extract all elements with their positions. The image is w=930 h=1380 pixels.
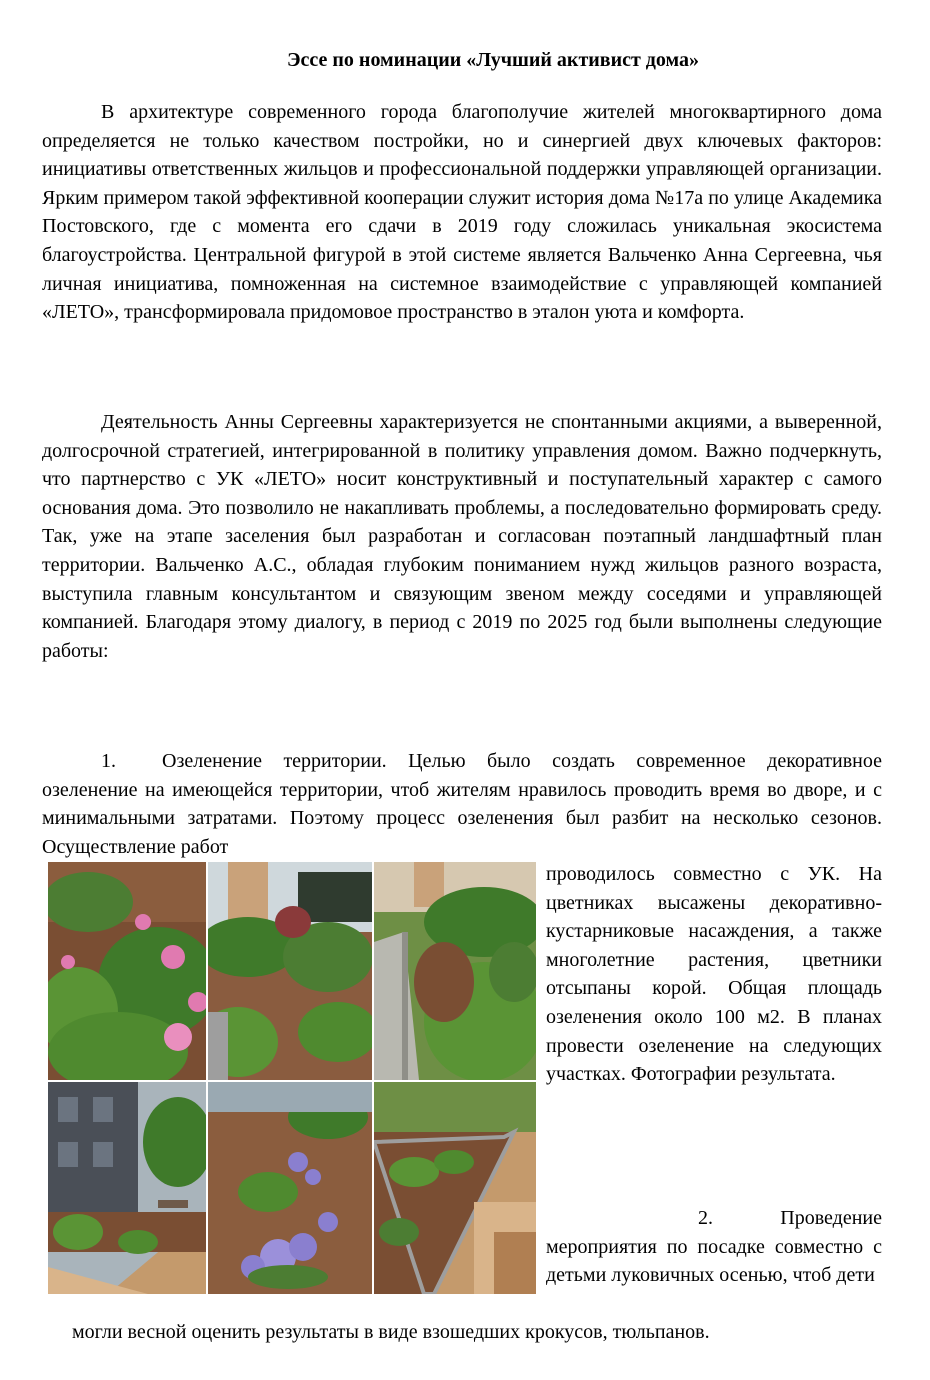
list-item-1-continuation: проводилось совместно с УК. На цветниках высажены декоративно-кустарниковые насаждения, а также многолетние растения, цветники отсыпаны корой. Общая площадь озеленения около 100 м2. В планах провести озеленение на следующих участках. Фотографии результата. bbox=[546, 863, 882, 1086]
list-item-1-number: 1. bbox=[101, 750, 116, 772]
photo-pink-spirea bbox=[48, 862, 206, 1080]
photo-triangle-bed bbox=[374, 1082, 536, 1294]
photo-collage bbox=[48, 862, 536, 1294]
list-item-1 bbox=[42, 747, 882, 861]
photo-shrub-bed bbox=[208, 862, 372, 1080]
list-item-2-continuation: могли весной оценить результаты в виде взошедших крокусов, тюльпанов. bbox=[72, 1321, 710, 1343]
list-item-1-text: Озеленение территории. Целью было создать современное декоративное озеленение на имеющейся территории, чтоб жителям нравилось проводить время во дворе, и с минимальными затратами. Поэтому процесс озеленения был разбит на несколько сезонов. Осуществление работ bbox=[42, 750, 882, 858]
paragraph-activity: Деятельность Анны Сергеевны характеризуется не спонтанными акциями, а выверенной, долгосрочной стратегией, интегрированной в политику управления домом. Важно подчеркнуть, что партнерство с УК «ЛЕТО» носит конструктивный и поступательный характер с самого основания дома. Это позволило не накапливать проблемы, а последовательно формировать среду. Так, уже на этапе заселения был разработан и согласован поэтапный ландшафтный план территории. Вальченко А.С., обладая глубоким пониманием нужд жильцов разного возраста, выступила главным консультантом и связующим звеном между соседями и управляющей компанией. Благодаря этому диалогу, в период с 2019 по 2025 год были выполнены следующие работы: bbox=[42, 411, 882, 662]
photo-purple-flowers bbox=[208, 1082, 372, 1294]
photo-building-paving bbox=[48, 1082, 206, 1294]
paragraph-intro: В архитектуре современного города благополучие жителей многоквартирного дома определяется не только качеством постройки, но и синергией двух ключевых факторов: инициативы ответственных жильцов и профессиональной поддержки управляющей организации. Ярким примером такой эффективной кооперации служит история дома №17а по улице Академика Постовского, где с момента его сдачи в 2019 году сложилась уникальная экосистема благоустройства. Центральной фигурой в этой системе является Вальченко Анна Сергеевна, чья личная инициатива, помноженная на системное взаимодействие с управляющей компанией «ЛЕТО», трансформировала придомовое пространство в эталон уюта и комфорта. bbox=[42, 101, 882, 324]
essay-title: Эссе по номинации «Лучший активист дома» bbox=[286, 49, 700, 71]
list-item-2: 2. Проведение мероприятия по посадке совместно с детьми луковичных осенью, чтоб дети bbox=[546, 1207, 882, 1287]
photo-path-greenery bbox=[374, 862, 536, 1080]
